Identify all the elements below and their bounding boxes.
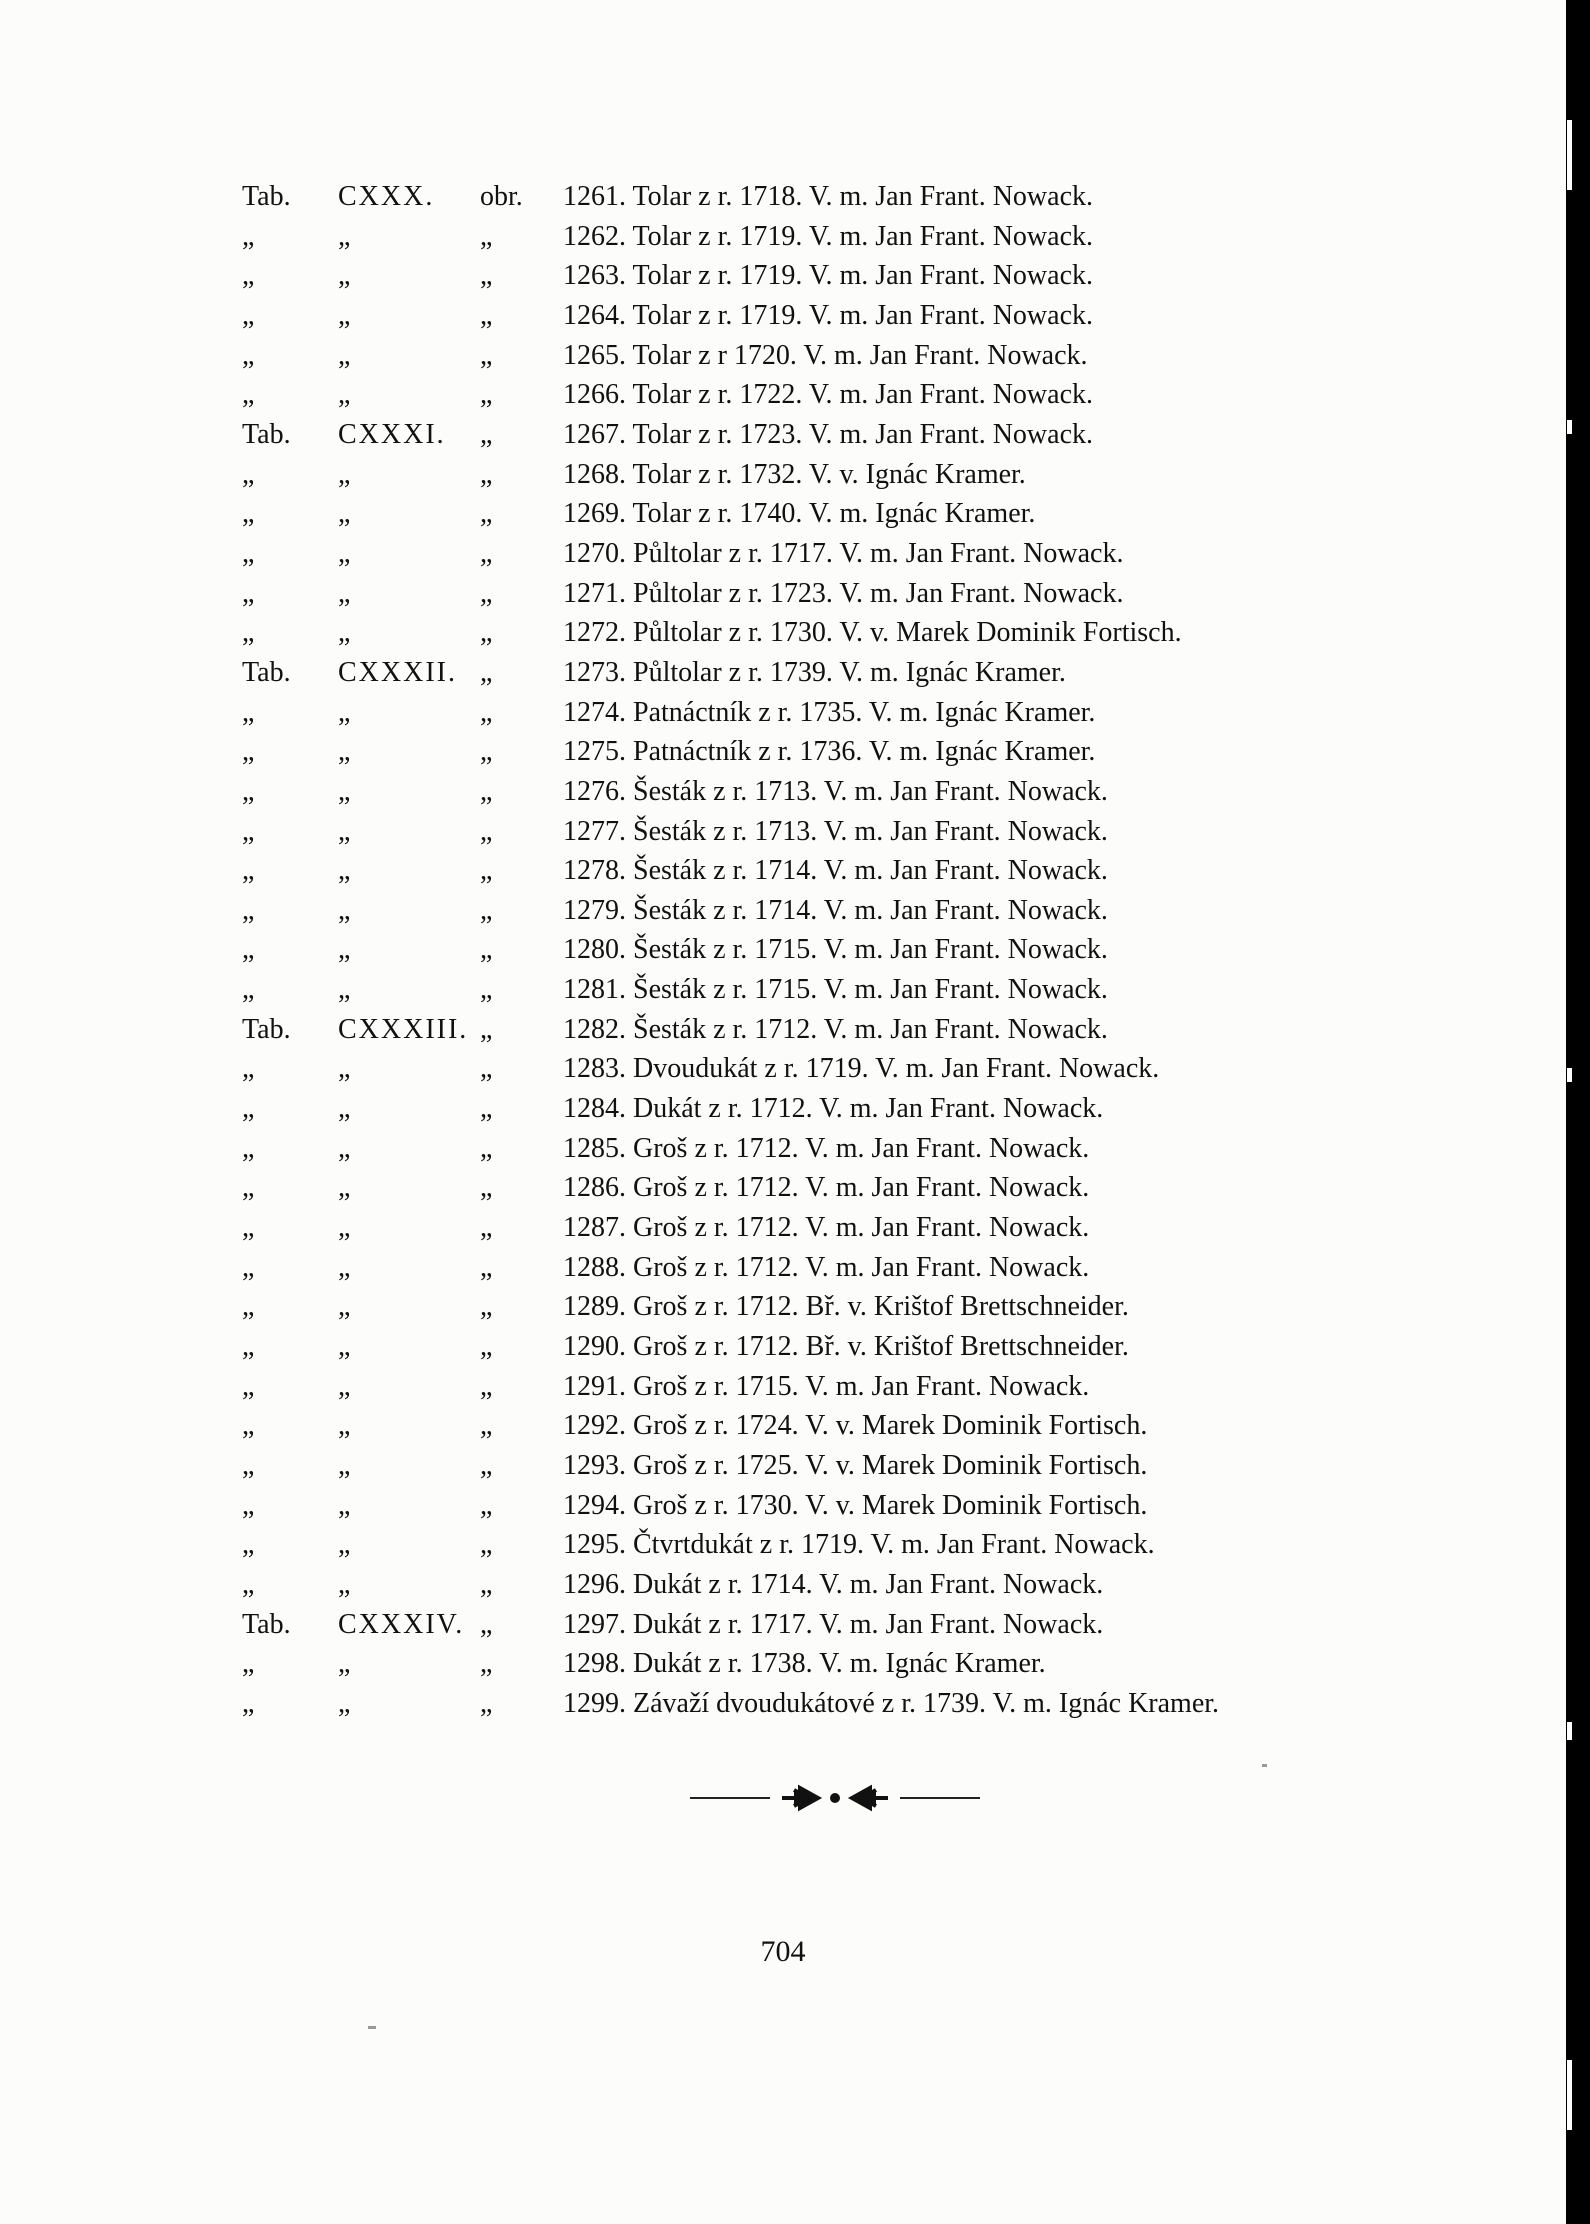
entry-text: 1299. Závaží dvoudukátové z r. 1739. V. m. Ignác Kramer. [563, 1687, 1220, 1719]
entry-row [0, 653, 1566, 693]
entry-table-number: „ [338, 537, 353, 569]
entry-text: 1293. Groš z r. 1725. V. v. Marek Dominik Fortisch. [563, 1450, 1148, 1481]
entry-figure: „ [480, 1251, 493, 1283]
entry-row [0, 455, 1566, 495]
entry-table-number: „ [338, 775, 353, 807]
entry-figure: „ [480, 220, 493, 252]
entry-tab: „ [242, 537, 255, 569]
entry-row [0, 732, 1566, 772]
entry-text: 1288. Groš z r. 1712. V. m. Jan Frant. Nowack. [563, 1251, 1090, 1283]
entry-figure: „ [480, 418, 493, 450]
entry-table-number: „ [338, 260, 353, 292]
entry-row [0, 296, 1566, 336]
entry-tab: „ [242, 260, 255, 292]
entry-figure: „ [480, 577, 493, 609]
entry-figure: „ [480, 855, 493, 887]
entry-figure: „ [480, 498, 493, 530]
entry-table-number: „ [338, 1251, 353, 1283]
entry-table-number: „ [338, 1648, 353, 1680]
entry-table-number: CXXXI. [338, 418, 446, 450]
entry-figure: „ [480, 299, 493, 331]
entry-row [0, 1287, 1566, 1327]
edge-mark [1567, 120, 1572, 190]
entry-table-number: „ [338, 974, 353, 1006]
entry-row [0, 1367, 1566, 1407]
entry-row [0, 336, 1566, 376]
edge-mark [1567, 1068, 1572, 1082]
entry-table-number: CXXX. [338, 181, 435, 212]
entry-row [0, 1605, 1566, 1645]
entry-figure: „ [480, 1687, 493, 1719]
entry-table-number: „ [338, 1410, 353, 1442]
entry-figure: „ [480, 1212, 493, 1244]
entry-tab: „ [242, 458, 255, 490]
entry-tab: „ [242, 1053, 255, 1085]
coin-listing [0, 177, 1566, 1724]
entry-table-number: „ [338, 1529, 353, 1561]
entry-text: 1282. Šesták z r. 1712. V. m. Jan Frant. Nowack. [563, 1013, 1108, 1045]
entry-tab: „ [242, 855, 255, 887]
entry-row [0, 1327, 1566, 1367]
entry-tab: Tab. [242, 1013, 291, 1045]
entry-table-number: „ [338, 339, 353, 371]
entry-row [0, 693, 1566, 733]
edge-mark [1567, 1722, 1572, 1740]
entry-figure: „ [480, 1053, 493, 1085]
entry-text: 1271. Půltolar z r. 1723. V. m. Jan Frant. Nowack. [563, 577, 1124, 609]
entry-text: 1290. Groš z r. 1712. Bř. v. Krištof Brettschneider. [563, 1331, 1129, 1363]
entry-text: 1281. Šesták z r. 1715. V. m. Jan Frant. Nowack. [563, 974, 1108, 1006]
entry-text: 1268. Tolar z r. 1732. V. v. Ignác Kramer. [563, 458, 1026, 490]
entry-row [0, 217, 1566, 257]
entry-row [0, 1089, 1566, 1129]
entry-row [0, 1525, 1566, 1565]
entry-tab: „ [242, 974, 255, 1006]
entry-tab: „ [242, 1291, 255, 1323]
entry-table-number: „ [338, 894, 353, 926]
entry-text: 1265. Tolar z r 1720. V. m. Jan Frant. Nowack. [563, 339, 1088, 371]
entry-text: 1272. Půltolar z r. 1730. V. v. Marek Dominik Fortisch. [563, 617, 1182, 649]
entry-tab: Tab. [242, 418, 291, 450]
entry-table-number: „ [338, 577, 353, 609]
entry-table-number: „ [338, 1172, 353, 1204]
entry-tab: „ [242, 1450, 255, 1481]
entry-text: 1285. Groš z r. 1712. V. m. Jan Frant. Nowack. [563, 1132, 1090, 1164]
entry-text: 1270. Půltolar z r. 1717. V. m. Jan Frant. Nowack. [563, 537, 1124, 569]
entry-tab: „ [242, 299, 255, 331]
entry-table-number: „ [338, 696, 353, 728]
entry-figure: „ [480, 1093, 493, 1125]
entry-row [0, 1129, 1566, 1169]
entry-table-number: „ [338, 498, 353, 530]
entry-figure: „ [480, 1132, 493, 1164]
entry-text: 1276. Šesták z r. 1713. V. m. Jan Frant. Nowack. [563, 775, 1108, 807]
entry-figure: „ [480, 736, 493, 768]
entry-table-number: „ [338, 1132, 353, 1164]
entry-text: 1261. Tolar z r. 1718. V. m. Jan Frant. Nowack. [563, 181, 1093, 212]
entry-figure: „ [480, 775, 493, 807]
entry-text: 1263. Tolar z r. 1719. V. m. Jan Frant. Nowack. [563, 260, 1093, 292]
entry-text: 1292. Groš z r. 1724. V. v. Marek Dominik Fortisch. [563, 1410, 1148, 1442]
entry-figure: „ [480, 1608, 493, 1640]
entry-row [0, 1208, 1566, 1248]
entry-text: 1269. Tolar z r. 1740. V. m. Ignác Kramer. [563, 498, 1036, 530]
entry-figure: „ [480, 1450, 493, 1481]
entry-figure: „ [480, 1331, 493, 1363]
entry-row [0, 1565, 1566, 1605]
entry-table-number: CXXXII. [338, 656, 457, 688]
entry-table-number: „ [338, 934, 353, 966]
ornament-divider [690, 1778, 980, 1818]
entry-table-number: „ [338, 458, 353, 490]
scan-edge [1566, 0, 1590, 2224]
entry-tab: „ [242, 1212, 255, 1244]
entry-row [0, 1010, 1566, 1050]
entry-table-number: „ [338, 1331, 353, 1363]
entry-text: 1286. Groš z r. 1712. V. m. Jan Frant. Nowack. [563, 1172, 1090, 1204]
entry-figure: „ [480, 1370, 493, 1402]
entry-text: 1273. Půltolar z r. 1739. V. m. Ignác Kramer. [563, 656, 1066, 688]
entry-table-number: „ [338, 1568, 353, 1600]
entry-text: 1283. Dvoudukát z r. 1719. V. m. Jan Frant. Nowack. [563, 1053, 1160, 1085]
entry-table-number: „ [338, 815, 353, 847]
entry-tab: „ [242, 815, 255, 847]
entry-row [0, 613, 1566, 653]
entry-figure: „ [480, 1529, 493, 1561]
entry-tab: „ [242, 1172, 255, 1204]
entry-tab: „ [242, 1251, 255, 1283]
entry-table-number: „ [338, 1093, 353, 1125]
entry-tab: „ [242, 1370, 255, 1402]
entry-tab: Tab. [242, 181, 291, 212]
entry-tab: „ [242, 498, 255, 530]
entry-text: 1298. Dukát z r. 1738. V. m. Ignác Kramer. [563, 1648, 1046, 1680]
entry-text: 1280. Šesták z r. 1715. V. m. Jan Frant. Nowack. [563, 934, 1108, 966]
entry-tab: „ [242, 736, 255, 768]
entry-table-number: „ [338, 1370, 353, 1402]
entry-tab: „ [242, 894, 255, 926]
entry-figure: „ [480, 1410, 493, 1442]
entry-text: 1267. Tolar z r. 1723. V. m. Jan Frant. Nowack. [563, 418, 1093, 450]
entry-row [0, 1644, 1566, 1684]
entry-row [0, 812, 1566, 852]
entry-text: 1291. Groš z r. 1715. V. m. Jan Frant. Nowack. [563, 1370, 1090, 1402]
entry-tab: „ [242, 1093, 255, 1125]
entry-text: 1284. Dukát z r. 1712. V. m. Jan Frant. Nowack. [563, 1093, 1104, 1125]
entry-row [0, 494, 1566, 534]
entry-tab: „ [242, 1132, 255, 1164]
entry-figure: „ [480, 1648, 493, 1680]
edge-mark [1567, 420, 1572, 434]
entry-text: 1278. Šesták z r. 1714. V. m. Jan Frant. Nowack. [563, 855, 1108, 887]
entry-tab: „ [242, 617, 255, 649]
entry-figure: „ [480, 974, 493, 1006]
entry-row [0, 1684, 1566, 1724]
entry-figure: „ [480, 458, 493, 490]
entry-text: 1287. Groš z r. 1712. V. m. Jan Frant. Nowack. [563, 1212, 1090, 1244]
entry-tab: „ [242, 1648, 255, 1680]
entry-figure: „ [480, 379, 493, 411]
entry-text: 1275. Patnáctník z r. 1736. V. m. Ignác Kramer. [563, 736, 1096, 768]
entry-row [0, 1486, 1566, 1526]
entry-text: 1262. Tolar z r. 1719. V. m. Jan Frant. Nowack. [563, 220, 1093, 252]
entry-tab: „ [242, 339, 255, 371]
entry-figure: „ [480, 1568, 493, 1600]
entry-figure: obr. [480, 181, 523, 212]
entry-text: 1296. Dukát z r. 1714. V. m. Jan Frant. Nowack. [563, 1568, 1104, 1600]
entry-text: 1294. Groš z r. 1730. V. v. Marek Dominik Fortisch. [563, 1489, 1148, 1521]
entry-tab: „ [242, 1489, 255, 1521]
entry-text: 1297. Dukát z r. 1717. V. m. Jan Frant. Nowack. [563, 1608, 1104, 1640]
page-number: 704 [760, 1935, 806, 1968]
entry-row [0, 1406, 1566, 1446]
entry-row [0, 891, 1566, 931]
entry-tab: „ [242, 1410, 255, 1442]
entry-figure: „ [480, 1172, 493, 1204]
entry-figure: „ [480, 696, 493, 728]
entry-figure: „ [480, 934, 493, 966]
entry-figure: „ [480, 1013, 493, 1045]
entry-tab: „ [242, 1331, 255, 1363]
entry-table-number: „ [338, 855, 353, 887]
entry-row [0, 1049, 1566, 1089]
entry-tab: „ [242, 775, 255, 807]
entry-tab: „ [242, 220, 255, 252]
entry-tab: Tab. [242, 656, 291, 688]
entry-row [0, 970, 1566, 1010]
entry-tab: „ [242, 1568, 255, 1600]
entry-row [0, 1248, 1566, 1288]
edge-mark [1567, 2060, 1572, 2130]
entry-tab: „ [242, 577, 255, 609]
entry-tab: „ [242, 1687, 255, 1719]
entry-table-number: „ [338, 299, 353, 331]
entry-row [0, 534, 1566, 574]
entry-row [0, 772, 1566, 812]
entry-text: 1277. Šesták z r. 1713. V. m. Jan Frant. Nowack. [563, 815, 1108, 847]
entry-row [0, 1446, 1566, 1486]
entry-table-number: „ [338, 617, 353, 649]
entry-tab: „ [242, 696, 255, 728]
entry-figure: „ [480, 894, 493, 926]
entry-table-number: „ [338, 1450, 353, 1481]
entry-table-number: „ [338, 1212, 353, 1244]
entry-table-number: „ [338, 220, 353, 252]
entry-text: 1279. Šesták z r. 1714. V. m. Jan Frant. Nowack. [563, 894, 1108, 926]
entry-table-number: „ [338, 1291, 353, 1323]
entry-text: 1264. Tolar z r. 1719. V. m. Jan Frant. Nowack. [563, 299, 1093, 331]
entry-figure: „ [480, 260, 493, 292]
entry-table-number: „ [338, 379, 353, 411]
entry-row [0, 177, 1566, 217]
entry-tab: „ [242, 934, 255, 966]
entry-figure: „ [480, 1489, 493, 1521]
entry-figure: „ [480, 537, 493, 569]
entry-figure: „ [480, 815, 493, 847]
entry-table-number: CXXXIV. [338, 1608, 465, 1640]
speck [368, 2026, 376, 2029]
entry-table-number: „ [338, 736, 353, 768]
entry-tab: „ [242, 1529, 255, 1561]
entry-figure: „ [480, 1291, 493, 1323]
entry-row [0, 375, 1566, 415]
entry-text: 1289. Groš z r. 1712. Bř. v. Krištof Brettschneider. [563, 1291, 1129, 1323]
entry-row [0, 851, 1566, 891]
entry-tab: „ [242, 379, 255, 411]
entry-row [0, 574, 1566, 614]
entry-text: 1274. Patnáctník z r. 1735. V. m. Ignác Kramer. [563, 696, 1096, 728]
entry-row [0, 256, 1566, 296]
entry-table-number: CXXXIII. [338, 1013, 469, 1045]
entry-text: 1266. Tolar z r. 1722. V. m. Jan Frant. Nowack. [563, 379, 1093, 411]
entry-figure: „ [480, 656, 493, 688]
entry-row [0, 930, 1566, 970]
entry-figure: „ [480, 339, 493, 371]
entry-row [0, 1168, 1566, 1208]
speck [1262, 1764, 1267, 1767]
entry-figure: „ [480, 617, 493, 649]
entry-row [0, 415, 1566, 455]
entry-table-number: „ [338, 1687, 353, 1719]
entry-table-number: „ [338, 1489, 353, 1521]
entry-table-number: „ [338, 1053, 353, 1085]
entry-text: 1295. Čtvrtdukát z r. 1719. V. m. Jan Frant. Nowack. [563, 1529, 1155, 1561]
entry-tab: Tab. [242, 1608, 291, 1640]
